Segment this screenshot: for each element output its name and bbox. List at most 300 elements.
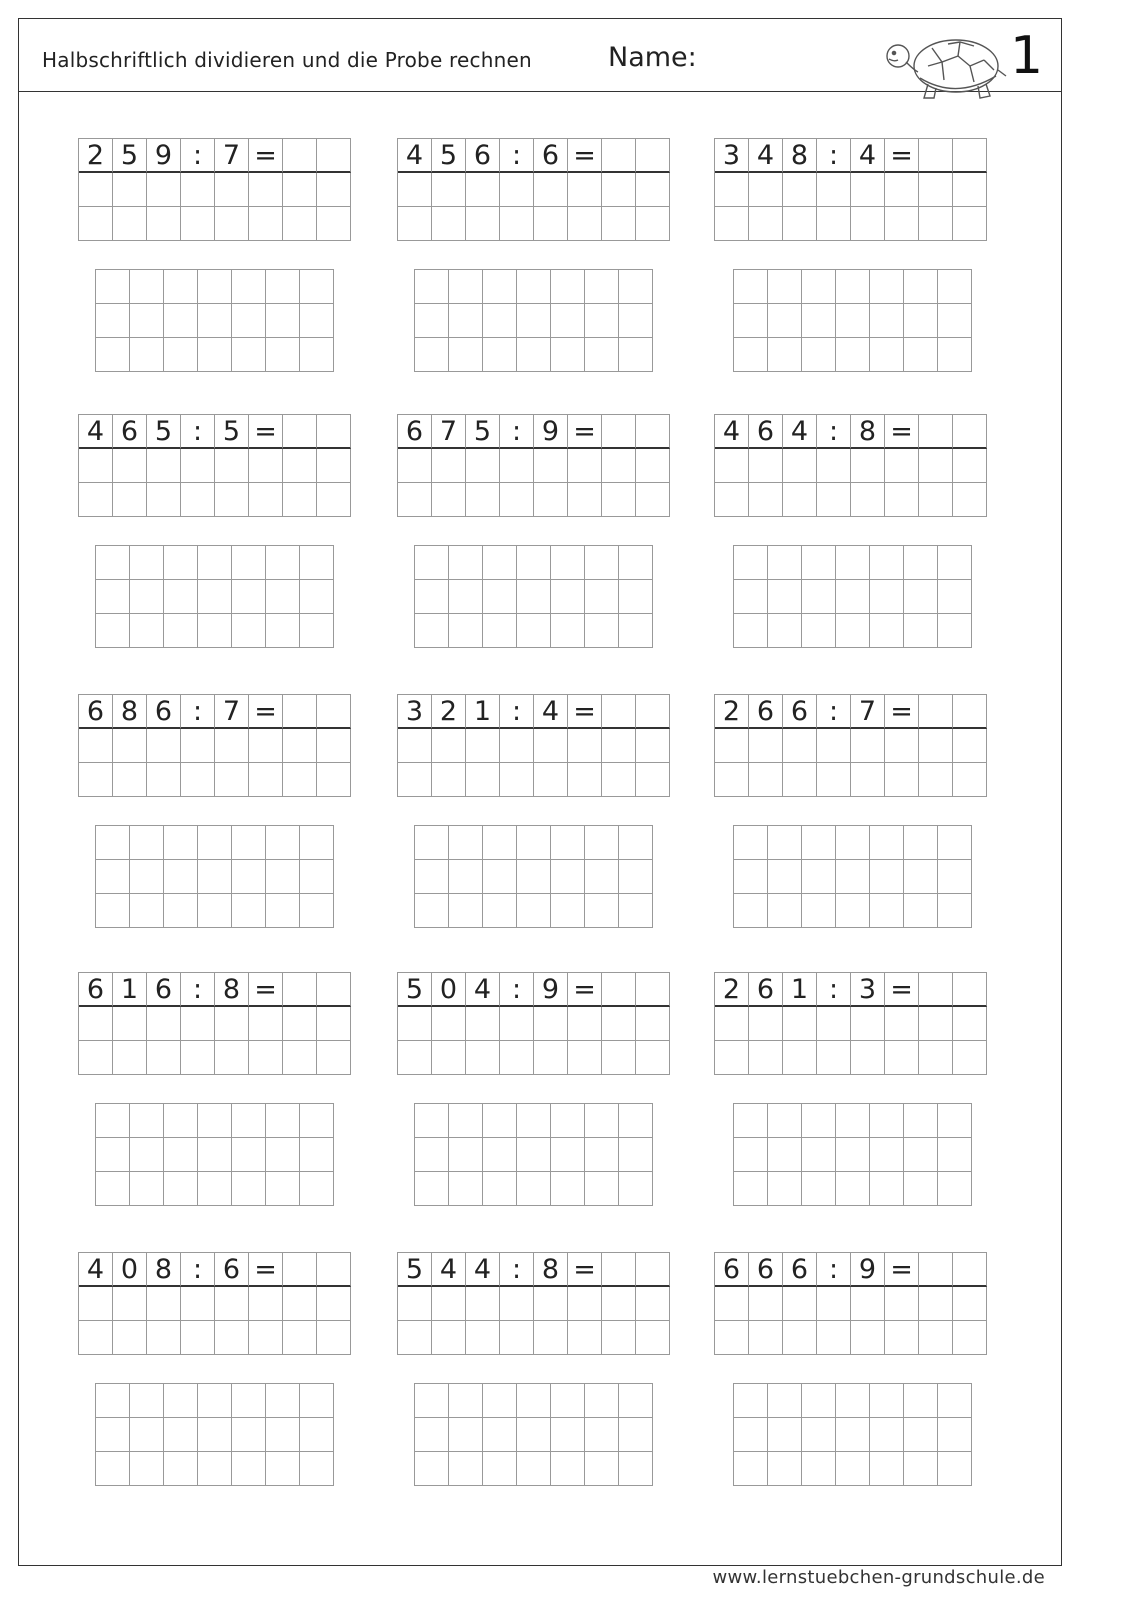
answer-cell[interactable] [602,415,636,449]
check-cell[interactable] [130,1418,164,1452]
answer-cell[interactable] [919,415,953,449]
check-cell[interactable] [198,270,232,304]
check-cell[interactable] [517,1418,551,1452]
check-cell[interactable] [517,894,551,928]
work-cell[interactable] [317,1041,351,1075]
work-cell[interactable] [885,173,919,207]
answer-cell[interactable] [283,973,317,1007]
work-cell[interactable] [885,729,919,763]
work-cell[interactable] [181,1007,215,1041]
work-cell[interactable] [885,1007,919,1041]
check-cell[interactable] [96,1172,130,1206]
check-cell[interactable] [802,1452,836,1486]
check-cell[interactable] [870,1104,904,1138]
check-cell[interactable] [96,304,130,338]
check-cell[interactable] [449,270,483,304]
check-cell[interactable] [904,826,938,860]
check-cell[interactable] [768,546,802,580]
check-cell[interactable] [836,1172,870,1206]
check-cell[interactable] [836,546,870,580]
check-cell[interactable] [300,860,334,894]
check-cell[interactable] [619,270,653,304]
work-cell[interactable] [181,1041,215,1075]
check-cell[interactable] [619,1384,653,1418]
check-cell[interactable] [734,338,768,372]
check-cell[interactable] [232,304,266,338]
work-cell[interactable] [147,483,181,517]
work-cell[interactable] [749,483,783,517]
work-cell[interactable] [636,1007,670,1041]
work-cell[interactable] [817,207,851,241]
check-cell[interactable] [551,826,585,860]
work-cell[interactable] [749,207,783,241]
work-cell[interactable] [249,173,283,207]
check-cell[interactable] [266,894,300,928]
work-cell[interactable] [851,449,885,483]
check-cell[interactable] [904,270,938,304]
work-cell[interactable] [919,1007,953,1041]
work-cell[interactable] [500,729,534,763]
work-cell[interactable] [715,173,749,207]
work-cell[interactable] [885,1287,919,1321]
check-cell[interactable] [802,1172,836,1206]
work-cell[interactable] [534,1041,568,1075]
work-cell[interactable] [317,449,351,483]
check-cell[interactable] [449,1418,483,1452]
answer-cell[interactable] [317,139,351,173]
work-cell[interactable] [181,763,215,797]
work-cell[interactable] [398,729,432,763]
work-cell[interactable] [885,483,919,517]
work-cell[interactable] [398,483,432,517]
check-cell[interactable] [232,1452,266,1486]
check-cell[interactable] [266,1418,300,1452]
check-cell[interactable] [836,1104,870,1138]
work-cell[interactable] [602,1007,636,1041]
work-cell[interactable] [851,763,885,797]
check-cell[interactable] [415,304,449,338]
work-cell[interactable] [249,483,283,517]
work-cell[interactable] [636,483,670,517]
check-cell[interactable] [483,1418,517,1452]
work-cell[interactable] [181,483,215,517]
check-cell[interactable] [768,338,802,372]
check-cell[interactable] [585,1104,619,1138]
check-cell[interactable] [619,1452,653,1486]
work-cell[interactable] [283,173,317,207]
check-cell[interactable] [870,580,904,614]
check-cell[interactable] [415,546,449,580]
check-cell[interactable] [585,1452,619,1486]
check-cell[interactable] [266,580,300,614]
work-cell[interactable] [147,207,181,241]
check-cell[interactable] [449,580,483,614]
check-cell[interactable] [164,1104,198,1138]
check-cell[interactable] [904,614,938,648]
check-cell[interactable] [551,1452,585,1486]
check-cell[interactable] [768,894,802,928]
work-cell[interactable] [432,449,466,483]
answer-cell[interactable] [317,973,351,1007]
check-cell[interactable] [734,614,768,648]
work-cell[interactable] [181,1321,215,1355]
work-cell[interactable] [919,763,953,797]
check-cell[interactable] [198,826,232,860]
check-cell[interactable] [483,546,517,580]
check-cell[interactable] [870,1138,904,1172]
work-cell[interactable] [215,207,249,241]
work-cell[interactable] [534,207,568,241]
work-cell[interactable] [500,1321,534,1355]
check-cell[interactable] [300,304,334,338]
check-cell[interactable] [232,1384,266,1418]
work-cell[interactable] [783,763,817,797]
check-cell[interactable] [198,1104,232,1138]
check-cell[interactable] [870,304,904,338]
check-cell[interactable] [130,860,164,894]
work-cell[interactable] [851,729,885,763]
work-cell[interactable] [534,1321,568,1355]
check-cell[interactable] [164,860,198,894]
work-cell[interactable] [851,1007,885,1041]
check-cell[interactable] [415,1384,449,1418]
check-cell[interactable] [836,860,870,894]
work-cell[interactable] [79,763,113,797]
check-cell[interactable] [768,580,802,614]
work-cell[interactable] [953,729,987,763]
check-cell[interactable] [870,338,904,372]
work-cell[interactable] [715,1321,749,1355]
answer-cell[interactable] [283,139,317,173]
work-cell[interactable] [851,1321,885,1355]
work-cell[interactable] [466,1287,500,1321]
work-cell[interactable] [147,763,181,797]
answer-cell[interactable] [919,695,953,729]
check-cell[interactable] [734,1138,768,1172]
work-cell[interactable] [602,483,636,517]
check-cell[interactable] [619,826,653,860]
work-cell[interactable] [953,207,987,241]
check-cell[interactable] [802,1104,836,1138]
check-cell[interactable] [619,546,653,580]
answer-cell[interactable] [602,695,636,729]
check-cell[interactable] [768,304,802,338]
check-cell[interactable] [96,1452,130,1486]
check-cell[interactable] [232,1418,266,1452]
work-cell[interactable] [636,173,670,207]
work-cell[interactable] [715,763,749,797]
check-cell[interactable] [836,894,870,928]
check-cell[interactable] [164,894,198,928]
check-cell[interactable] [734,1418,768,1452]
work-cell[interactable] [317,1287,351,1321]
check-cell[interactable] [415,580,449,614]
work-cell[interactable] [79,729,113,763]
check-cell[interactable] [802,304,836,338]
work-cell[interactable] [817,729,851,763]
check-cell[interactable] [802,1138,836,1172]
work-cell[interactable] [432,729,466,763]
check-cell[interactable] [619,338,653,372]
check-cell[interactable] [938,826,972,860]
check-cell[interactable] [198,1418,232,1452]
check-cell[interactable] [904,1452,938,1486]
check-cell[interactable] [734,270,768,304]
check-cell[interactable] [130,1384,164,1418]
work-cell[interactable] [398,1007,432,1041]
work-cell[interactable] [398,1287,432,1321]
work-cell[interactable] [147,729,181,763]
work-cell[interactable] [885,449,919,483]
check-cell[interactable] [130,894,164,928]
work-cell[interactable] [602,1041,636,1075]
work-cell[interactable] [215,173,249,207]
check-cell[interactable] [164,614,198,648]
work-cell[interactable] [885,1321,919,1355]
work-cell[interactable] [113,173,147,207]
work-cell[interactable] [249,729,283,763]
check-cell[interactable] [96,1384,130,1418]
check-cell[interactable] [904,1384,938,1418]
check-cell[interactable] [449,614,483,648]
work-cell[interactable] [749,1041,783,1075]
check-cell[interactable] [483,894,517,928]
check-cell[interactable] [870,546,904,580]
check-cell[interactable] [904,546,938,580]
work-cell[interactable] [466,449,500,483]
check-cell[interactable] [938,1418,972,1452]
work-cell[interactable] [534,1007,568,1041]
answer-cell[interactable] [919,139,953,173]
check-cell[interactable] [870,1418,904,1452]
check-cell[interactable] [551,270,585,304]
check-cell[interactable] [483,338,517,372]
check-cell[interactable] [266,860,300,894]
check-cell[interactable] [164,1452,198,1486]
check-cell[interactable] [734,894,768,928]
work-cell[interactable] [249,1007,283,1041]
check-cell[interactable] [734,580,768,614]
check-cell[interactable] [551,546,585,580]
work-cell[interactable] [919,1287,953,1321]
check-cell[interactable] [449,1452,483,1486]
check-cell[interactable] [300,1172,334,1206]
check-cell[interactable] [517,270,551,304]
work-cell[interactable] [602,1287,636,1321]
check-cell[interactable] [585,894,619,928]
work-cell[interactable] [317,1321,351,1355]
check-cell[interactable] [483,826,517,860]
check-cell[interactable] [130,614,164,648]
check-cell[interactable] [449,1384,483,1418]
work-cell[interactable] [602,207,636,241]
work-cell[interactable] [79,1321,113,1355]
work-cell[interactable] [851,483,885,517]
check-cell[interactable] [551,1384,585,1418]
work-cell[interactable] [817,483,851,517]
work-cell[interactable] [432,1041,466,1075]
check-cell[interactable] [870,826,904,860]
check-cell[interactable] [449,894,483,928]
work-cell[interactable] [919,449,953,483]
check-cell[interactable] [232,580,266,614]
check-cell[interactable] [517,826,551,860]
check-cell[interactable] [619,860,653,894]
work-cell[interactable] [113,763,147,797]
work-cell[interactable] [919,207,953,241]
check-cell[interactable] [449,1104,483,1138]
answer-cell[interactable] [953,695,987,729]
work-cell[interactable] [317,207,351,241]
work-cell[interactable] [851,1041,885,1075]
answer-cell[interactable] [317,695,351,729]
work-cell[interactable] [851,173,885,207]
work-cell[interactable] [953,483,987,517]
work-cell[interactable] [500,449,534,483]
work-cell[interactable] [885,1041,919,1075]
check-cell[interactable] [904,860,938,894]
work-cell[interactable] [181,173,215,207]
work-cell[interactable] [466,1007,500,1041]
check-cell[interactable] [300,1138,334,1172]
check-cell[interactable] [802,826,836,860]
check-cell[interactable] [551,304,585,338]
check-cell[interactable] [585,546,619,580]
check-cell[interactable] [232,860,266,894]
check-cell[interactable] [449,546,483,580]
check-cell[interactable] [415,270,449,304]
work-cell[interactable] [432,173,466,207]
work-cell[interactable] [783,483,817,517]
work-cell[interactable] [398,207,432,241]
work-cell[interactable] [715,1287,749,1321]
work-cell[interactable] [398,763,432,797]
check-cell[interactable] [415,1138,449,1172]
check-cell[interactable] [802,614,836,648]
check-cell[interactable] [449,304,483,338]
check-cell[interactable] [164,1418,198,1452]
work-cell[interactable] [500,1007,534,1041]
check-cell[interactable] [96,546,130,580]
work-cell[interactable] [283,1007,317,1041]
check-cell[interactable] [415,1418,449,1452]
work-cell[interactable] [749,1007,783,1041]
check-cell[interactable] [768,614,802,648]
work-cell[interactable] [602,449,636,483]
work-cell[interactable] [953,1321,987,1355]
work-cell[interactable] [715,449,749,483]
check-cell[interactable] [517,1452,551,1486]
work-cell[interactable] [432,1287,466,1321]
check-cell[interactable] [836,270,870,304]
work-cell[interactable] [79,207,113,241]
work-cell[interactable] [568,173,602,207]
work-cell[interactable] [181,449,215,483]
check-cell[interactable] [164,546,198,580]
check-cell[interactable] [130,1138,164,1172]
work-cell[interactable] [568,1287,602,1321]
work-cell[interactable] [534,729,568,763]
answer-cell[interactable] [636,695,670,729]
work-cell[interactable] [636,1041,670,1075]
check-cell[interactable] [198,304,232,338]
work-cell[interactable] [113,1007,147,1041]
work-cell[interactable] [500,207,534,241]
work-cell[interactable] [113,449,147,483]
check-cell[interactable] [734,1104,768,1138]
check-cell[interactable] [449,860,483,894]
check-cell[interactable] [232,826,266,860]
check-cell[interactable] [870,1452,904,1486]
check-cell[interactable] [266,826,300,860]
check-cell[interactable] [130,826,164,860]
check-cell[interactable] [300,270,334,304]
check-cell[interactable] [483,860,517,894]
check-cell[interactable] [619,304,653,338]
check-cell[interactable] [266,614,300,648]
check-cell[interactable] [551,1172,585,1206]
check-cell[interactable] [130,270,164,304]
check-cell[interactable] [768,270,802,304]
work-cell[interactable] [568,1321,602,1355]
check-cell[interactable] [768,1172,802,1206]
check-cell[interactable] [585,826,619,860]
work-cell[interactable] [215,1041,249,1075]
check-cell[interactable] [198,1138,232,1172]
check-cell[interactable] [232,1138,266,1172]
check-cell[interactable] [164,1384,198,1418]
work-cell[interactable] [919,729,953,763]
work-cell[interactable] [715,729,749,763]
check-cell[interactable] [130,546,164,580]
check-cell[interactable] [802,546,836,580]
check-cell[interactable] [415,860,449,894]
check-cell[interactable] [938,270,972,304]
check-cell[interactable] [300,546,334,580]
answer-cell[interactable] [602,973,636,1007]
check-cell[interactable] [164,270,198,304]
check-cell[interactable] [870,1384,904,1418]
work-cell[interactable] [113,729,147,763]
check-cell[interactable] [300,614,334,648]
check-cell[interactable] [619,1418,653,1452]
work-cell[interactable] [249,1287,283,1321]
work-cell[interactable] [817,173,851,207]
work-cell[interactable] [919,483,953,517]
work-cell[interactable] [500,1287,534,1321]
check-cell[interactable] [198,580,232,614]
work-cell[interactable] [147,1287,181,1321]
check-cell[interactable] [734,546,768,580]
work-cell[interactable] [215,729,249,763]
check-cell[interactable] [585,580,619,614]
check-cell[interactable] [836,580,870,614]
check-cell[interactable] [517,304,551,338]
check-cell[interactable] [836,1138,870,1172]
work-cell[interactable] [466,1041,500,1075]
check-cell[interactable] [870,860,904,894]
work-cell[interactable] [249,449,283,483]
check-cell[interactable] [734,1384,768,1418]
check-cell[interactable] [836,304,870,338]
check-cell[interactable] [415,894,449,928]
work-cell[interactable] [749,1321,783,1355]
check-cell[interactable] [483,304,517,338]
check-cell[interactable] [517,860,551,894]
check-cell[interactable] [232,894,266,928]
check-cell[interactable] [300,580,334,614]
check-cell[interactable] [938,1138,972,1172]
